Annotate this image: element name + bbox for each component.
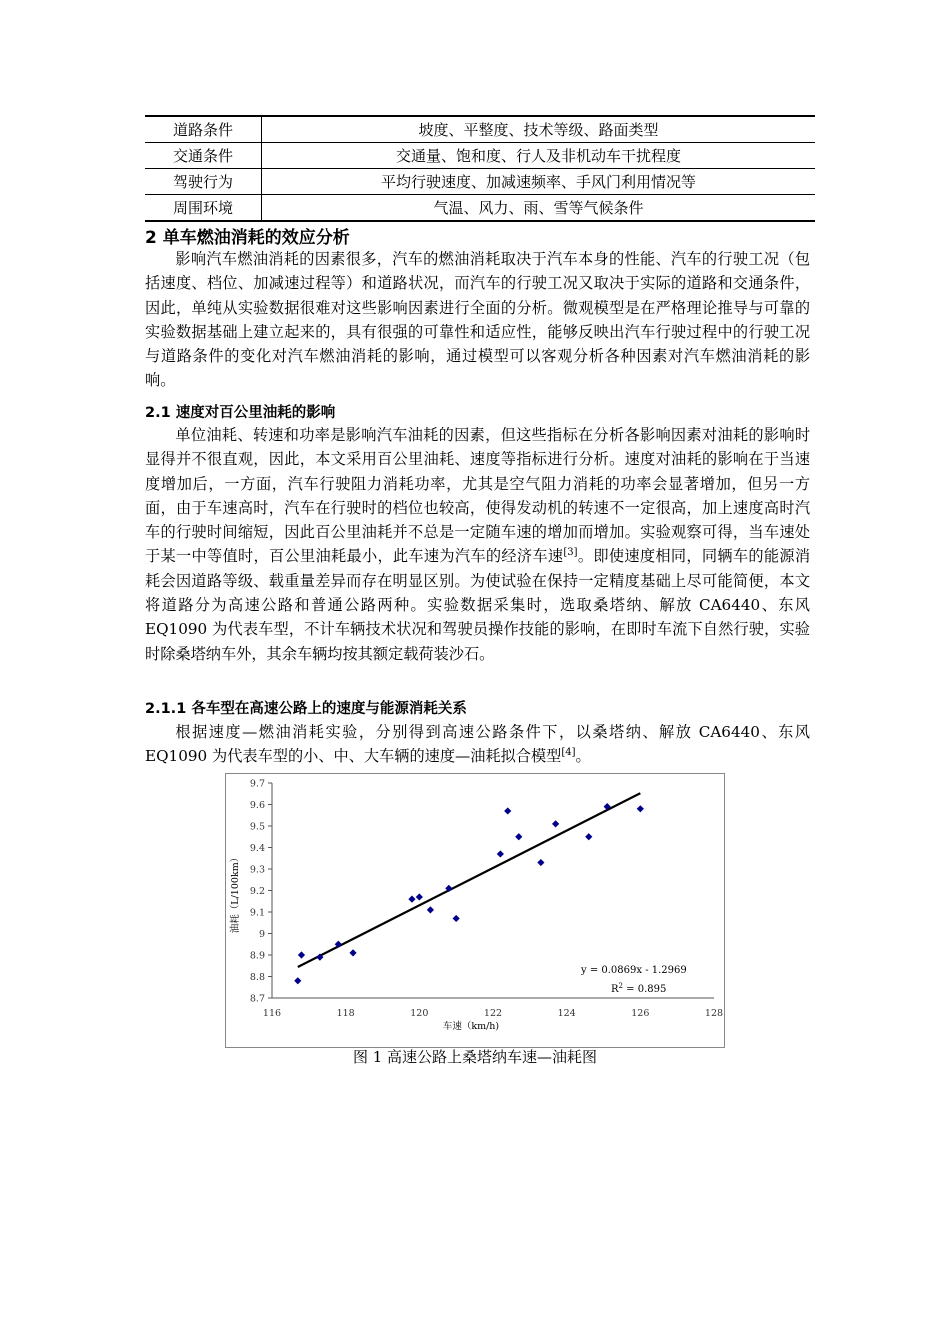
factor-detail-cell: 气温、风力、雨、雪等气候条件 bbox=[433, 199, 644, 217]
y-tick-label: 8.7 bbox=[249, 993, 265, 1005]
x-tick-label: 116 bbox=[262, 1008, 282, 1019]
factor-row bbox=[145, 195, 815, 222]
x-tick-label: 122 bbox=[483, 1008, 503, 1019]
r-squared-exponent: 2 bbox=[618, 982, 623, 990]
y-tick-label: 9 bbox=[258, 929, 265, 940]
data-point bbox=[349, 949, 356, 956]
section-2-1-paragraph bbox=[145, 423, 810, 666]
y-tick-label: 9.2 bbox=[249, 886, 265, 897]
factor-detail-cell: 交通量、饱和度、行人及非机动车干扰程度 bbox=[262, 143, 816, 169]
data-point bbox=[637, 805, 644, 812]
r-squared-label bbox=[611, 982, 666, 995]
x-tick-label: 118 bbox=[336, 1008, 355, 1019]
data-point bbox=[416, 893, 423, 900]
data-point bbox=[552, 820, 559, 827]
data-point bbox=[298, 951, 305, 958]
section-heading-2-1: 2.1 速度对百公里油耗的影响 bbox=[145, 405, 336, 421]
chart-border bbox=[226, 774, 725, 1048]
factor-name-cell: 交通条件 bbox=[145, 143, 262, 169]
factor-name-cell: 道路条件 bbox=[145, 116, 262, 143]
y-tick-label: 8.9 bbox=[249, 950, 265, 962]
x-tick-label: 124 bbox=[557, 1008, 576, 1019]
y-axis-label: 油耗（L/100km） bbox=[230, 852, 241, 934]
section-2-1-text-a: 单位油耗、转速和功率是影响汽车油耗的因素，但这些指标在分析各影响因素对油耗的影响时显得并不很直观，因此，本文采用百公里油耗、速度等指标进行分析。速度对油耗的影响在于当速度增加后，一方面，汽车行驶阻力消耗功率，尤其是空气阻力消耗的功率会显著增加，但另一方面，由于车速高时，汽车在行驶时的档位也较高，使得发动机的转速不一定很高，加上速度高时汽车的行驶时间缩短，因此百公里油耗并不总是一定随车速的增加而增加。实验观察可得，当车速处于某一中等值时，百公里油耗最小，此车速为汽车的经济车速 bbox=[145, 426, 810, 566]
x-axis-label: 车速（km/h) bbox=[442, 1021, 500, 1032]
factor-table bbox=[145, 115, 815, 222]
section-2-1-1-text-a: 根据速度—燃油消耗实验，分别得到高速公路条件下，以桑塔纳、解放 CA6440、东风 EQ1090 为代表车型的小、中、大车辆的速度—油耗拟合模型 bbox=[145, 723, 810, 766]
factor-row bbox=[145, 116, 815, 143]
factor-detail-cell: 坡度、平整度、技术等级、路面类型 bbox=[262, 116, 816, 143]
trend-equation: y = 0.0869x - 1.2969 bbox=[581, 965, 687, 976]
section-heading-2: 2 单车燃油消耗的效应分析 bbox=[145, 228, 350, 248]
factor-detail-cell: 平均行驶速度、加减速频率、手风门利用情况等 bbox=[262, 169, 816, 195]
y-tick-label: 9.7 bbox=[249, 778, 265, 790]
data-point bbox=[453, 915, 460, 922]
x-tick-label: 126 bbox=[631, 1008, 650, 1019]
factor-name-cell: 周围环境 bbox=[145, 195, 262, 222]
data-point bbox=[294, 977, 301, 984]
data-point bbox=[537, 859, 544, 866]
section-2-1-text-b: 。即使速度相同，同辆车的能源消耗会因道路等级、载重量差异而存在明显区别。为使试验在保持一定精度基础上尽可能简便，本文将道路分为高速公路和普通公路两种。实验数据采集时，选取桑塔纳、解放 CA6440、东风 EQ1090 为代表车型，不计车辆技术状况和驾驶员操作技能的影响，在即时车流下自然行驶，实验时除桑塔纳车外，其余车辆均按其额定载荷装沙石。 bbox=[145, 547, 811, 663]
factor-row bbox=[145, 143, 815, 169]
citation-3: [3] bbox=[563, 547, 578, 559]
section-2-1-1-text-b: 。 bbox=[575, 747, 591, 766]
figure-caption: 图 1 高速公路上桑塔纳车速—油耗图 bbox=[352, 1048, 598, 1066]
data-point bbox=[515, 833, 522, 840]
y-tick-label: 9.3 bbox=[249, 864, 265, 876]
trend-line bbox=[298, 793, 641, 967]
x-tick-label: 120 bbox=[410, 1008, 429, 1019]
chart-points bbox=[294, 803, 644, 984]
factor-row bbox=[145, 169, 815, 195]
y-tick-label: 9.4 bbox=[249, 843, 265, 854]
data-point bbox=[504, 807, 511, 814]
data-point bbox=[497, 850, 504, 857]
r-squared-r: R bbox=[611, 984, 619, 995]
y-tick-label: 9.5 bbox=[249, 821, 265, 833]
data-point bbox=[408, 896, 415, 903]
factor-name-cell: 驾驶行为 bbox=[145, 169, 262, 195]
chart-ticks bbox=[250, 779, 723, 1020]
y-tick-label: 8.8 bbox=[249, 972, 265, 983]
section-heading-2-1-1: 2.1.1 各车型在高速公路上的速度与能源消耗关系 bbox=[145, 701, 467, 717]
data-point bbox=[427, 906, 434, 913]
x-tick-label: 128 bbox=[704, 1008, 724, 1019]
y-tick-label: 9.6 bbox=[249, 800, 265, 811]
speed-fuel-chart bbox=[225, 773, 725, 1048]
data-point bbox=[585, 833, 592, 840]
section-2-paragraph: 影响汽车燃油消耗的因素很多，汽车的燃油消耗取决于汽车本身的性能、汽车的行驶工况（包括速度、档位、加减速过程等）和道路状况，而汽车的行驶工况又取决于实际的道路和交通条件，因此，单纯从实验数据很难对这些影响因素进行全面的分析。微观模型是在严格理论推导与可靠的实验数据基础上建立起来的，具有很强的可靠性和适应性，能够反映出汽车行驶过程中的行驶工况与道路条件的变化对汽车燃油消耗的影响，通过模型可以客观分析各种因素对汽车燃油消耗的影响。 bbox=[145, 250, 810, 390]
factor-table-body bbox=[145, 116, 815, 221]
r-squared-value: = 0.895 bbox=[623, 984, 667, 995]
citation-4: [4] bbox=[561, 747, 576, 759]
y-tick-label: 9.1 bbox=[249, 907, 265, 919]
section-2-1-1-paragraph bbox=[145, 720, 810, 769]
